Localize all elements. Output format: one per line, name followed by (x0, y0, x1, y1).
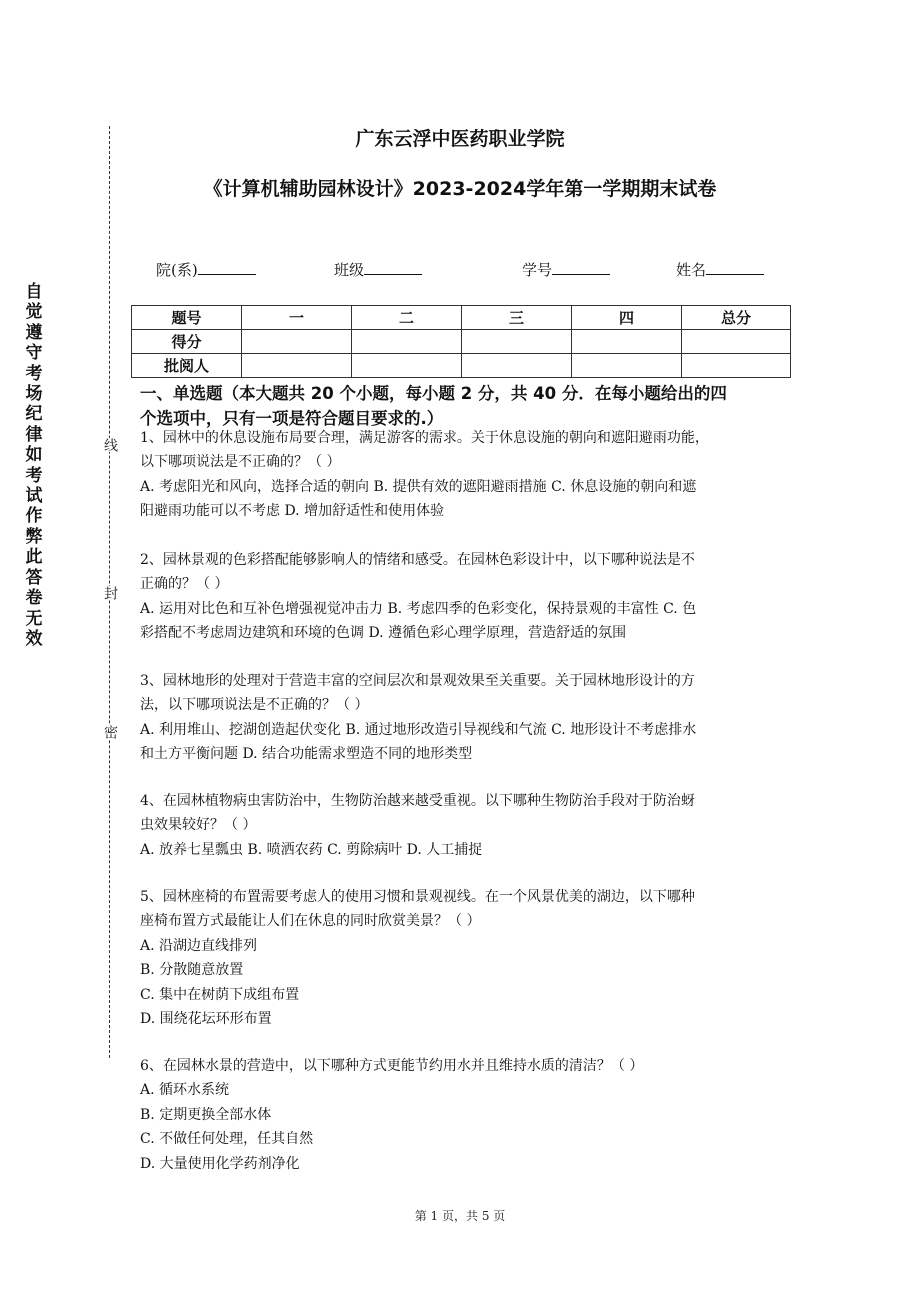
question-options: 阳避雨功能可以不考虑 D. 增加舒适性和使用体验 (140, 503, 445, 520)
question-stem: 正确的？（ ） (140, 576, 229, 593)
question-options: 和土方平衡问题 D. 结合功能需求塑造不同的地形类型 (140, 746, 473, 763)
header-cell-4: 四 (572, 306, 682, 330)
student-id-field[interactable] (522, 259, 610, 280)
seal-mark-seal: 封 (102, 586, 118, 600)
option-d: D. 围绕花坛环形布置 (140, 1011, 272, 1028)
score-row-label: 得分 (132, 330, 242, 354)
page-number: 第 1 页，共 5 页 (414, 1209, 506, 1223)
grader-cell[interactable] (352, 354, 462, 378)
student-id-label: 学号 (522, 261, 553, 279)
seal-mark-line: 线 (102, 438, 118, 452)
seal-mark-secret: 密 (102, 725, 118, 739)
grader-row-label: 批阅人 (132, 354, 242, 378)
question-options: A. 运用对比色和互补色增强视觉冲击力 B. 考虑四季的色彩变化，保持景观的丰富性 C. 色 (140, 600, 697, 617)
question-options: 彩搭配不考虑周边建筑和环境的色调 D. 遵循色彩心理学原理，营造舒适的氛围 (140, 625, 627, 642)
department-field[interactable] (156, 259, 256, 280)
option-b: B. 定期更换全部水体 (140, 1106, 272, 1123)
grader-row (132, 354, 791, 378)
question-stem: 4、在园林植物病虫害防治中，生物防治越来越受重视。以下哪种生物防治手段对于防治蚜 (140, 793, 695, 809)
class-label: 班级 (334, 261, 365, 279)
section-heading-line: 个选项中，只有一项是符合题目要求的.） (140, 409, 444, 428)
header-cell-question-no: 题号 (132, 306, 242, 330)
option-a: A. 沿湖边直线排列 (140, 937, 258, 954)
question-options: A. 考虑阳光和风向，选择合适的朝向 B. 提供有效的遮阳避雨措施 C. 休息设施的朝向和遮 (140, 478, 697, 495)
name-label: 姓名 (676, 261, 707, 279)
score-table (131, 305, 791, 378)
question-stem: 2、园林景观的色彩搭配能够影响人的情绪和感受。在园林色彩设计中，以下哪种说法是不 (140, 552, 695, 568)
school-name: 广东云浮中医药职业学院 (355, 128, 565, 150)
question-stem: 3、园林地形的处理对于营造丰富的空间层次和景观效果至关重要。关于园林地形设计的方 (140, 673, 695, 689)
header-cell-2: 二 (352, 306, 462, 330)
name-blank[interactable] (706, 260, 764, 275)
grader-cell[interactable] (242, 354, 352, 378)
question-stem: 6、在园林水景的营造中，以下哪种方式更能节约用水并且维持水质的清洁？（ ） (140, 1058, 644, 1074)
score-cell[interactable] (242, 330, 352, 354)
score-cell[interactable] (572, 330, 682, 354)
department-label: 院(系) (156, 261, 198, 279)
question-stem: 以下哪项说法是不正确的？（ ） (140, 454, 341, 471)
option-a: A. 循环水系统 (140, 1082, 230, 1099)
question-stem: 法，以下哪项说法是不正确的？（ ） (140, 697, 369, 714)
header-cell-total: 总分 (682, 306, 791, 330)
section-heading-line: 一、单选题（本大题共 20 个小题，每小题 2 分，共 40 分．在每小题给出的四 (140, 384, 727, 403)
score-cell-total[interactable] (682, 330, 791, 354)
question-stem: 1、园林中的休息设施布局要合理，满足游客的需求。关于休息设施的朝向和遮阳避雨功能， (140, 430, 709, 446)
question-stem: 虫效果较好？（ ） (140, 817, 257, 834)
question-5 (140, 885, 785, 1031)
question-options: A. 利用堆山、挖湖创造起伏变化 B. 通过地形改造引导视线和气流 C. 地形设计不考虑排水 (140, 721, 697, 738)
header-cell-3: 三 (462, 306, 572, 330)
class-blank[interactable] (364, 260, 422, 275)
question-4 (140, 789, 785, 862)
exam-discipline-notice: 自觉遵守考场纪律如考试作弊此答卷无效 (25, 282, 43, 649)
class-field[interactable] (334, 259, 422, 280)
score-cell[interactable] (352, 330, 462, 354)
score-row (132, 330, 791, 354)
question-2 (140, 548, 785, 646)
section-one-heading (140, 381, 790, 431)
question-3 (140, 669, 785, 767)
student-id-blank[interactable] (552, 260, 610, 275)
grader-cell-total[interactable] (682, 354, 791, 378)
grader-cell[interactable] (462, 354, 572, 378)
option-b: B. 分散随意放置 (140, 962, 244, 979)
department-blank[interactable] (198, 260, 256, 275)
option-c: C. 不做任何处理，任其自然 (140, 1131, 314, 1148)
grader-cell[interactable] (572, 354, 682, 378)
question-stem: 座椅布置方式最能让人们在休息的同时欣赏美景？（ ） (140, 913, 481, 930)
exam-title: 《计算机辅助园林设计》2023-2024学年第一学期期末试卷 (203, 178, 717, 200)
name-field[interactable] (676, 259, 764, 280)
question-1 (140, 426, 785, 524)
question-stem: 5、园林座椅的布置需要考虑人的使用习惯和景观视线。在一个风景优美的湖边，以下哪种 (140, 889, 695, 905)
question-6 (140, 1054, 785, 1176)
question-options: A. 放养七星瓢虫 B. 喷洒农药 C. 剪除病叶 D. 人工捕捉 (140, 841, 483, 858)
option-c: C. 集中在树荫下成组布置 (140, 986, 300, 1003)
score-table-header-row (132, 306, 791, 330)
option-d: D. 大量使用化学药剂净化 (140, 1155, 300, 1172)
header-cell-1: 一 (242, 306, 352, 330)
score-cell[interactable] (462, 330, 572, 354)
